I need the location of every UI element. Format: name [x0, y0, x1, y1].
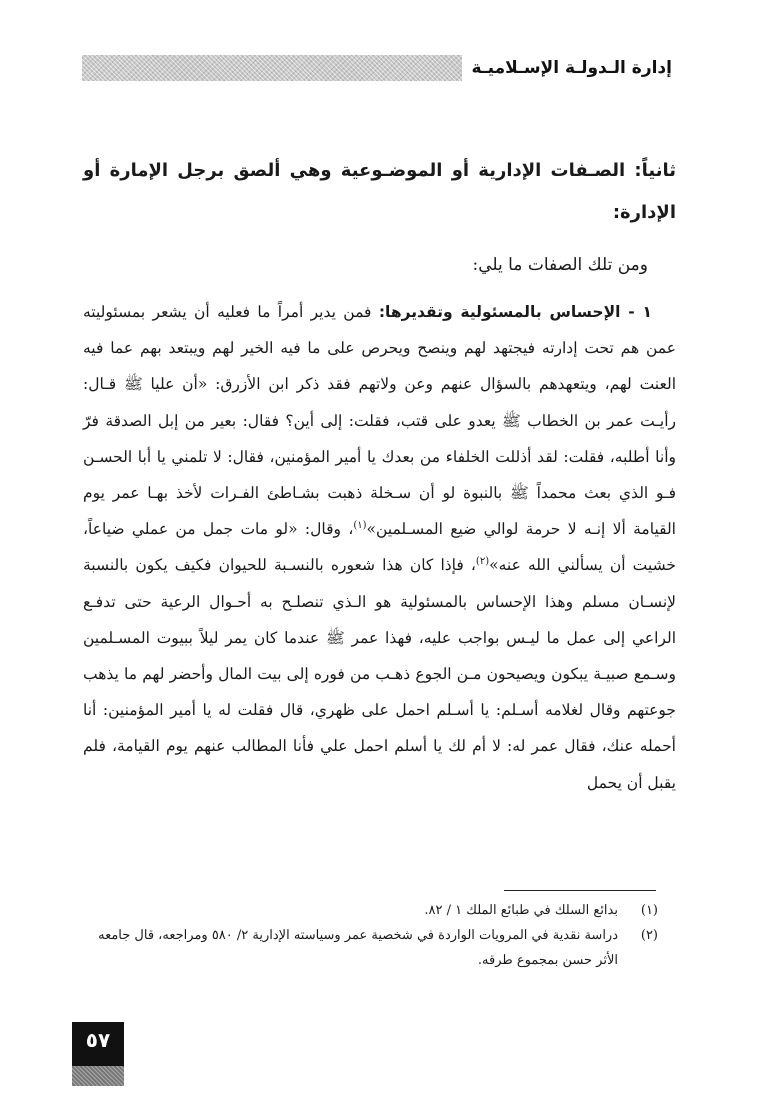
section-heading: ثانياً: الصـفات الإدارية أو الموضـوعية وهي ألصق برجل الإمارة أو الإدارة:	[83, 160, 676, 223]
main-content	[83, 150, 676, 801]
footnote-1	[81, 898, 666, 923]
footnote-number: (١)	[640, 903, 658, 918]
footnote-text: دراسة نقدية في المرويات الواردة في شخصية عمر وسياسته الإدارية ٢/ ٥٨٠ ومراجعه، قال جامعه الأثر حسن بمجموع طرقه.	[98, 928, 618, 968]
page-number: ٥٧	[72, 1022, 124, 1086]
running-header	[82, 54, 672, 82]
paragraph-text-part-a: فمن يدير أمراً ما فعليه أن يشعر بمسئوليته عمن هم تحت إدارته فيجتهد لهم وينصح ويحرص على ما فيه الخير لهم ويبتعد بهم عما فيه العنت لهم، ويتعهدهم بالسؤال عنهم وعن ولاتهم فقد ذكر ابن الأزرق: «أن عليا ﷺ قـال: رأيـت عمر بن الخطاب ﷺ يعدو على قتب، فقلت: إلى أين؟ فقال: بعير من إبل الصدقة فرّ وأنا أطلبه، فقلت: لقد أذللت الخلفاء من بعدك يا أمير المؤمنين، فقال: لا تلمني يا أبا الحسـن فـو الذي بعث محمداً ﷺ بالنبوة لو أن سـخلة ذهبت بشـاطئ الفـرات لأخذ بهـا عمر يوم القيامة ألا إنـه لا حرمة لوالي ضيع المسـلمين»	[83, 303, 676, 539]
intro-line: ومن تلك الصفات ما يلي:	[472, 255, 648, 275]
item-1-lead: ١ - الإحساس بالمسئولية وتقديرها:	[378, 303, 652, 321]
paragraph-text-part-b: ، وقال: «لو مات جمل من عملي ضياعاً، خشيت أن يسألني الله عنه»	[83, 520, 676, 575]
footnotes	[81, 898, 666, 973]
footnote-divider	[504, 890, 656, 891]
item-1-paragraph	[83, 294, 676, 801]
footnote-2	[81, 923, 666, 973]
book-title: إدارة الـدولـة الإسـلاميـة	[471, 58, 672, 78]
paragraph-text-part-c: ، فإذا كان هذا شعوره بالنسـبة للحيوان فكيف يكون بالنسبة لإنسـان مسلم وهذا الإحساس بالمسئولية هو الـذي تنصلـح به أحـوال الرعية حتى تدفـع الراعي إلى عمل ما ليـس بواجب عليه، فهذا عمر ﷺ عندما كان يمر ليلاً ببيوت المسـلمين وسـمع صبيـة يبكون ويصيحون مـن الجوع ذهـب من فوره إلى بيت المال وأحضر لهم ما يذهب جوعتهم وقال لغلامه أسـلم: يا أسـلم احمل على ظهري، قال فقلت له يا أمير المؤمنين: أنا أحمله عنك، فقال عمر له: لا أم لك يا أسلم احمل علي فأنا المطالب عنهم يوم القيامة، فلم يقبل أن يحمل	[83, 556, 676, 792]
footnote-ref-2[interactable]: (٢)	[475, 556, 490, 568]
header-decorative-band	[82, 55, 462, 81]
footnote-ref-1[interactable]: (١)	[353, 520, 367, 532]
footnote-number: (٢)	[640, 928, 658, 943]
footnote-text: بدائع السلك في طبائع الملك ١ / ٨٢.	[424, 903, 618, 918]
